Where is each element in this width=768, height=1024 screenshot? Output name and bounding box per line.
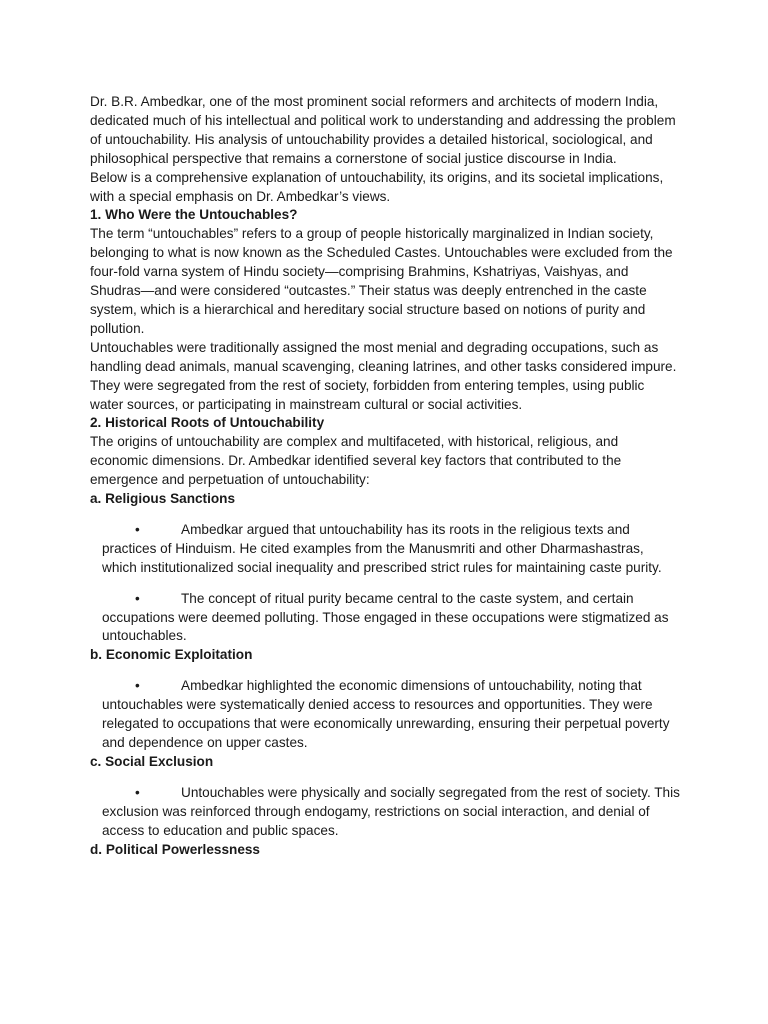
bullet-symbol: • bbox=[135, 784, 140, 800]
bullet-item bbox=[90, 784, 680, 841]
bullet-text: Ambedkar argued that untouchability has its roots in the religious texts and practices of Hinduism. He cited examples from the Manusmriti and other Dharmashastras, which institutionalized social inequality and prescribed strict rules for maintaining caste purity. bbox=[102, 521, 662, 575]
subsection-heading: d. Political Powerlessness bbox=[90, 841, 260, 857]
bullet-item bbox=[90, 521, 680, 578]
bullet-symbol: • bbox=[135, 590, 140, 606]
section-paragraph: Untouchables were traditionally assigned the most menial and degrading occupations, such as handling dead animals, manual scavenging, cleaning latrines, and other tasks considered impure. They were segregated from the rest of society, forbidden from entering temples, using public water sources, or participating in mainstream cultural or social activities. bbox=[90, 339, 677, 412]
bullet-text: Untouchables were physically and socially segregated from the rest of society. This exclusion was reinforced through endogamy, restrictions on social interaction, and denial of access to education and public spaces. bbox=[102, 784, 680, 838]
bullet-text: Ambedkar highlighted the economic dimensions of untouchability, noting that untouchables were systematically denied access to resources and opportunities. They were relegated to occupations that were economically unrewarding, ensuring their perpetual poverty and dependence on upper castes. bbox=[102, 678, 670, 750]
intro-paragraph: Below is a comprehensive explanation of untouchability, its origins, and its societal implications, with a special emphasis on Dr. Ambedkar’s views. bbox=[90, 169, 664, 204]
section-paragraph: The term “untouchables” refers to a group of people historically marginalized in Indian society, belonging to what is now known as the Scheduled Castes. Untouchables were excluded from the four-fold varna system of Hindu society—comprising Brahmins, Kshatriyas, Vaishyas, and Shudras—and were considered “outcastes.” Their status was deeply entrenched in the caste system, which is a hierarchical and hereditary social structure based on notions of purity and pollution. bbox=[90, 226, 673, 336]
section-paragraph: The origins of untouchability are complex and multifaceted, with historical, religious, and economic dimensions. Dr. Ambedkar identified several key factors that contributed to the emergence and perpetuation of untouchability: bbox=[90, 434, 622, 488]
section-heading: 1. Who Were the Untouchables? bbox=[90, 207, 298, 223]
bullet-text: The concept of ritual purity became central to the caste system, and certain occupations were deemed polluting. Those engaged in these occupations were stigmatized as untouchables. bbox=[102, 590, 669, 644]
subsection-heading: a. Religious Sanctions bbox=[90, 491, 236, 507]
subsection-heading: c. Social Exclusion bbox=[90, 753, 214, 769]
bullet-item bbox=[90, 590, 680, 647]
section-heading: 2. Historical Roots of Untouchability bbox=[90, 415, 325, 431]
subsection-heading: b. Economic Exploitation bbox=[90, 647, 253, 663]
intro-paragraph: Dr. B.R. Ambedkar, one of the most prominent social reformers and architects of modern India, dedicated much of his intellectual and political work to understanding and addressing the problem of untouchability. His analysis of untouchability provides a detailed historical, sociological, and philosophical perspective that remains a cornerstone of social justice discourse in India. bbox=[90, 94, 676, 166]
bullet-symbol: • bbox=[135, 521, 140, 537]
bullet-symbol: • bbox=[135, 678, 140, 694]
document-body bbox=[90, 93, 680, 859]
bullet-item bbox=[90, 677, 680, 753]
